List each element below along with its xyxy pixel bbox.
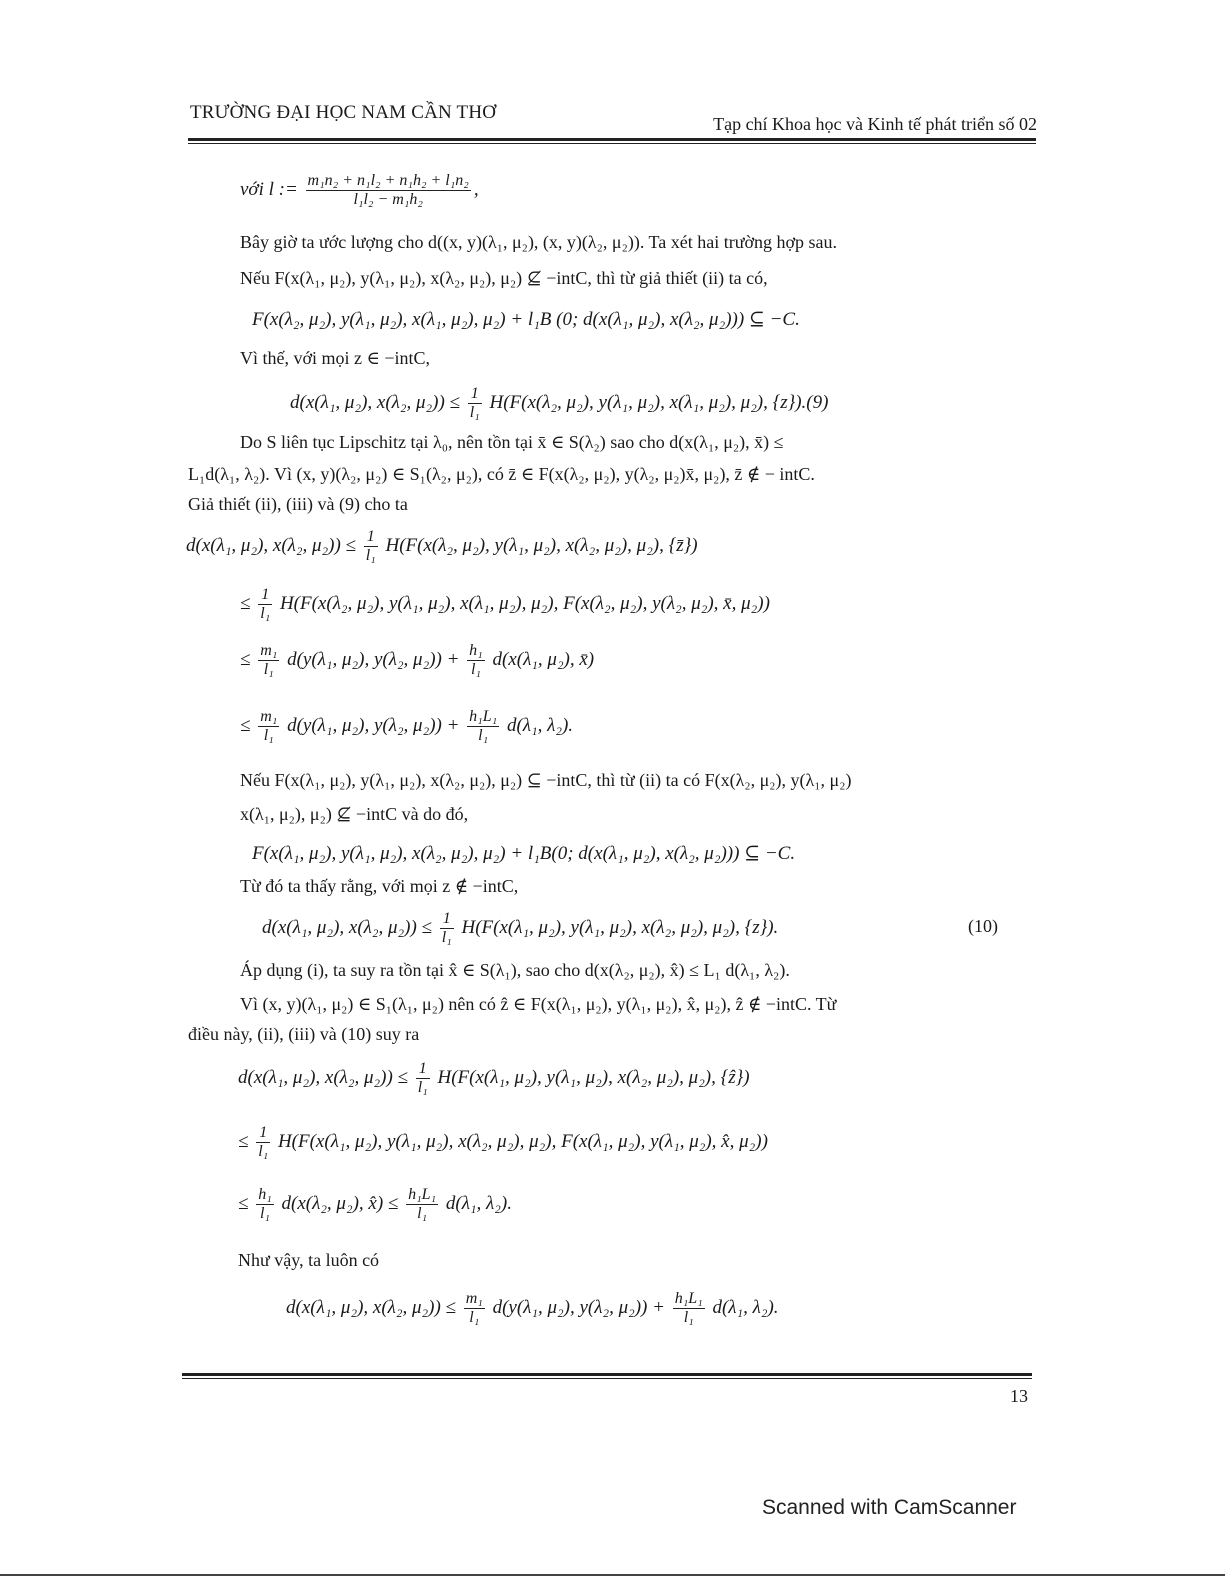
eq-l-def (240, 172, 479, 209)
eq-lhs: d(x(λ₁, μ₂), x(λ₂, μ₂)) ≤ (290, 391, 460, 413)
text-line: Vì thế, với mọi z ∈ −intC, (240, 348, 430, 368)
fraction-numerator: h₁L₁ (408, 1186, 437, 1203)
fraction-numerator: h₁ (258, 1186, 272, 1203)
eq-l-label: với l := (240, 178, 298, 200)
fraction-denominator: l₁l₂ − m₁h₂ (353, 191, 423, 208)
le-symbol: ≤ (240, 592, 251, 614)
fraction-denominator: l₁ (260, 605, 271, 622)
equation (238, 1124, 768, 1161)
equation (186, 528, 698, 565)
comma: , (473, 178, 479, 200)
text-line: Nếu F(x(λ₁, μ₂), y(λ₁, μ₂), x(λ₂, μ₂), μ₂) ⊈ −intC, thì từ giả thiết (ii) ta có, (240, 268, 768, 288)
fraction (406, 1186, 438, 1223)
fraction-numerator: 1 (440, 910, 454, 929)
fraction-numerator: h₁L₁ (674, 1290, 703, 1307)
equation-10 (262, 910, 778, 947)
fraction-l (306, 172, 471, 209)
eq-term: d(λ₁, λ₂). (712, 1296, 779, 1318)
fraction (256, 1186, 274, 1223)
fraction (256, 1124, 270, 1161)
text-line: Bây giờ ta ước lượng cho d((x, y)(λ₁, μ₂), (x, y)(λ₂, μ₂)). Ta xét hai trường hợp sau. (240, 232, 837, 252)
fraction (440, 910, 454, 947)
eq-lhs: d(x(λ₁, μ₂), x(λ₂, μ₂)) ≤ (262, 916, 432, 938)
eq-term: d(x(λ₁, μ₂), x̄) (492, 648, 595, 670)
equation (238, 1060, 750, 1097)
fraction (416, 1060, 430, 1097)
eq-term: d(y(λ₁, μ₂), y(λ₂, μ₂)) + (287, 714, 460, 736)
fraction-numerator: m₁ (260, 642, 278, 659)
page-number: 13 (1010, 1386, 1028, 1406)
fraction (467, 708, 499, 745)
eq-rhs: H(F(x(λ₁, μ₂), y(λ₁, μ₂), x(λ₂, μ₂), μ₂), F(x(λ₁, μ₂), y(λ₁, μ₂), x̂, μ₂)) (277, 1130, 768, 1152)
eq-term: d(λ₁, λ₂). (445, 1192, 512, 1214)
fraction-numerator: m₁n₂ + n₁l₂ + n₁h₂ + l₁n₂ (307, 172, 469, 189)
fraction-denominator: l₁ (263, 727, 274, 744)
fraction-denominator: l₁ (683, 1309, 694, 1326)
eq-lhs: d(x(λ₁, μ₂), x(λ₂, μ₂)) ≤ (286, 1296, 456, 1318)
fraction-denominator: l₁ (470, 661, 481, 678)
eq-term: d(x(λ₂, μ₂), x̂) ≤ (281, 1192, 399, 1214)
fraction-numerator: 1 (416, 1060, 430, 1079)
journal-header-left: TRƯỜNG ĐẠI HỌC NAM CẦN THƠ (190, 102, 497, 123)
fraction-denominator: l₁ (469, 404, 480, 421)
fraction-denominator: l₁ (441, 929, 452, 946)
fraction-denominator: l₁ (417, 1079, 428, 1096)
fraction-numerator: 1 (256, 1124, 270, 1143)
text-line: Áp dụng (i), ta suy ra tồn tại x̂ ∈ S(λ₁), sao cho d(x(λ₂, μ₂), x̂) ≤ L₁ d(λ₁, λ₂). (240, 960, 790, 980)
equation (240, 586, 770, 623)
fraction (468, 385, 482, 422)
eq-term: d(y(λ₁, μ₂), y(λ₂, μ₂)) + (492, 1296, 665, 1318)
scanner-watermark: Scanned with CamScanner (762, 1496, 1017, 1519)
fraction-denominator: l₁ (478, 727, 489, 744)
fraction (258, 586, 272, 623)
fraction-denominator: l₁ (263, 661, 274, 678)
header-rule (188, 138, 1036, 144)
le-symbol: ≤ (240, 714, 251, 736)
le-symbol: ≤ (238, 1130, 249, 1152)
fraction-numerator: h₁ (469, 642, 483, 659)
eq-rhs: H(F(x(λ₁, μ₂), y(λ₁, μ₂), x(λ₂, μ₂), μ₂), {ẑ}) (437, 1066, 750, 1088)
text-line: Giả thiết (ii), (iii) và (9) cho ta (188, 494, 408, 514)
fraction-denominator: l₁ (258, 1143, 269, 1160)
fraction (364, 528, 378, 565)
fraction-denominator: l₁ (469, 1309, 480, 1326)
journal-header-right: Tạp chí Khoa học và Kinh tế phát triển số 02 (713, 114, 1037, 134)
text-line: Như vậy, ta luôn có (238, 1250, 380, 1270)
fraction-denominator: l₁ (417, 1205, 428, 1222)
fraction (467, 642, 485, 679)
text-line: L₁d(λ₁, λ₂). Vì (x, y)(λ₂, μ₂) ∈ S₁(λ₂, μ₂), có z̄ ∈ F(x(λ₂, μ₂), y(λ₂, μ₂)x̄, μ₂), z̄ ∉ − intC. (188, 464, 815, 484)
fraction-numerator: m₁ (260, 708, 278, 725)
le-symbol: ≤ (238, 1192, 249, 1214)
fraction (258, 642, 279, 679)
bottom-edge-line (0, 1574, 1225, 1576)
fraction-numerator: m₁ (465, 1290, 483, 1307)
eq-lhs: d(x(λ₁, μ₂), x(λ₂, μ₂)) ≤ (186, 534, 356, 556)
text-line: Do S liên tục Lipschitz tại λ₀, nên tồn tại x̄ ∈ S(λ₂) sao cho d(x(λ₁, μ₂), x̄) ≤ (240, 432, 784, 452)
eq-rhs: H(F(x(λ₂, μ₂), y(λ₁, μ₂), x(λ₂, μ₂), μ₂), {z̄}) (385, 534, 698, 556)
text-line: x(λ₁, μ₂), μ₂) ⊈ −intC và do đó, (240, 804, 469, 824)
fraction-numerator: 1 (258, 586, 272, 605)
equation: F(x(λ₁, μ₂), y(λ₁, μ₂), x(λ₂, μ₂), μ₂) + l₁B(0; d(x(λ₁, μ₂), x(λ₂, μ₂))) ⊆ −C. (252, 843, 796, 864)
fraction (673, 1290, 705, 1327)
fraction-numerator: 1 (364, 528, 378, 547)
fraction-numerator: h₁L₁ (469, 708, 498, 725)
eq-term: d(y(λ₁, μ₂), y(λ₂, μ₂)) + (287, 648, 460, 670)
equation: F(x(λ₂, μ₂), y(λ₁, μ₂), x(λ₁, μ₂), μ₂) + l₁B (0; d(x(λ₁, μ₂), x(λ₂, μ₂))) ⊆ −C. (252, 309, 800, 330)
eq-term: d(λ₁, λ₂). (506, 714, 574, 736)
eq-lhs: d(x(λ₁, μ₂), x(λ₂, μ₂)) ≤ (238, 1066, 408, 1088)
fraction (258, 708, 279, 745)
text-line: Nếu F(x(λ₁, μ₂), y(λ₁, μ₂), x(λ₂, μ₂), μ₂) ⊆ −intC, thì từ (ii) ta có F(x(λ₂, μ₂), y(λ₁, μ₂) (240, 770, 852, 790)
equation (240, 642, 594, 679)
fraction-denominator: l₁ (259, 1205, 270, 1222)
eq-rhs: H(F(x(λ₂, μ₂), y(λ₁, μ₂), x(λ₁, μ₂), μ₂), {z}).(9) (489, 391, 829, 413)
fraction (464, 1290, 485, 1327)
equation (240, 708, 573, 745)
eq-rhs: H(F(x(λ₂, μ₂), y(λ₁, μ₂), x(λ₁, μ₂), μ₂), F(x(λ₂, μ₂), y(λ₂, μ₂), x̄, μ₂)) (279, 592, 770, 614)
eq-rhs: H(F(x(λ₁, μ₂), y(λ₁, μ₂), x(λ₂, μ₂), μ₂), {z}). (461, 916, 779, 938)
fraction-numerator: 1 (468, 385, 482, 404)
text-line: Từ đó ta thấy rằng, với mọi z ∉ −intC, (240, 876, 519, 896)
le-symbol: ≤ (240, 648, 251, 670)
footer-rule (182, 1373, 1032, 1379)
fraction-denominator: l₁ (365, 547, 376, 564)
equation-9 (290, 385, 828, 422)
text-line: Vì (x, y)(λ₁, μ₂) ∈ S₁(λ₁, μ₂) nên có ẑ ∈ F(x(λ₁, μ₂), y(λ₁, μ₂), x̂, μ₂), ẑ ∉ −intC. Từ (240, 994, 837, 1014)
equation-final (286, 1290, 779, 1327)
text-line: điều này, (ii), (iii) và (10) suy ra (188, 1024, 420, 1044)
equation (238, 1186, 512, 1223)
equation-number: (10) (968, 916, 998, 936)
